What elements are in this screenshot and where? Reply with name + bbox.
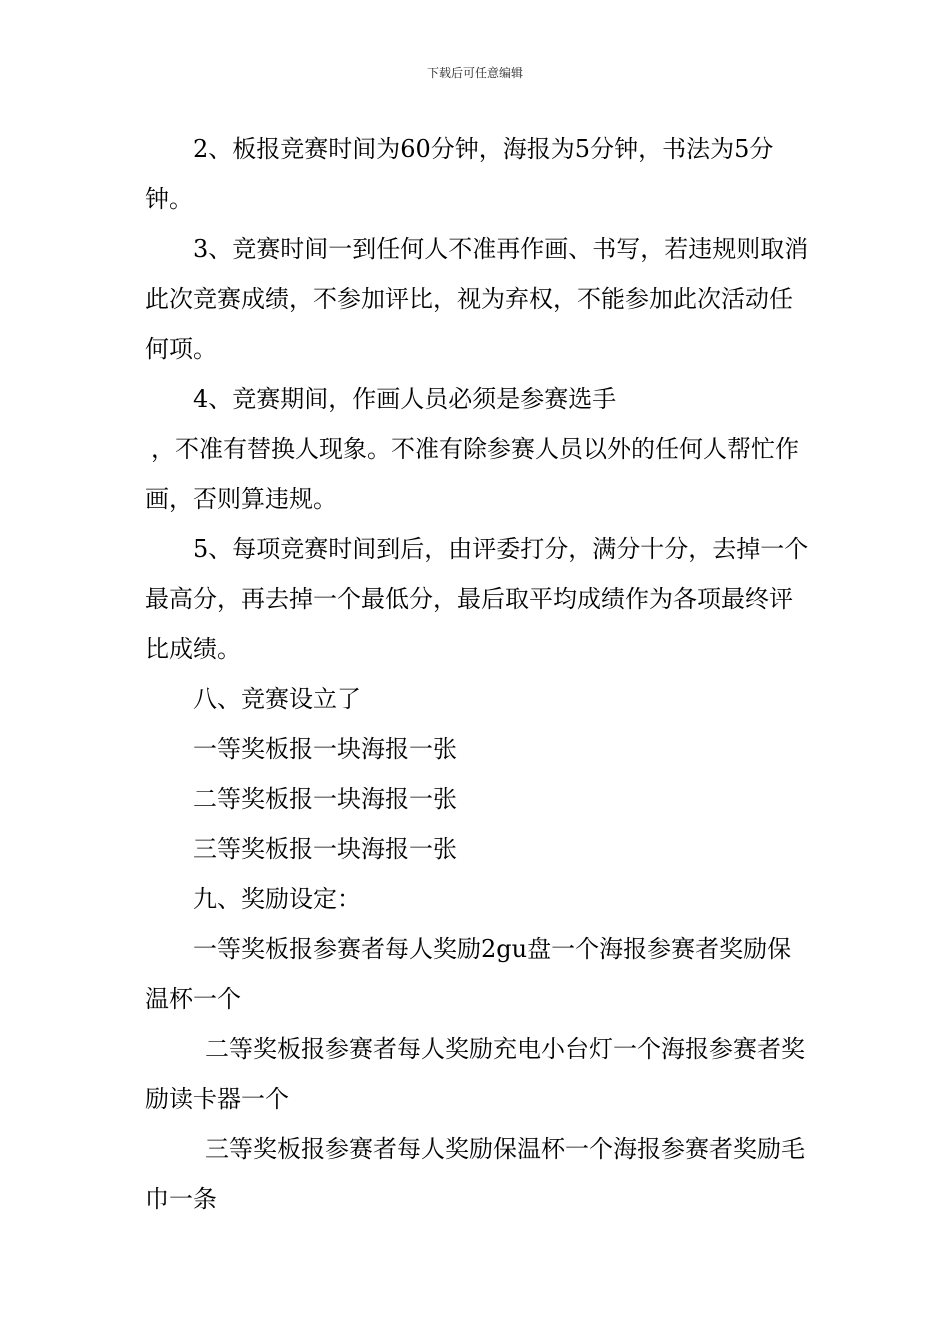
rule-paragraph-2: 2、板报竞赛时间为60分钟，海报为5分钟，书法为5分钟。	[145, 135, 774, 213]
reward-third-prize: 三等奖板报参赛者每人奖励保温杯一个海报参赛者奖励毛巾一条	[145, 1135, 805, 1213]
reward-first-prize: 一等奖板报参赛者每人奖励2gu盘一个海报参赛者奖励保温杯一个	[145, 935, 792, 1013]
award-second-prize: 二等奖板报一块海报一张	[193, 785, 457, 813]
award-first-prize: 一等奖板报一块海报一张	[193, 735, 457, 763]
rule-paragraph-5: 5、每项竞赛时间到后，由评委打分，满分十分，去掉一个最高分，再去掉一个最低分，最后取平均成绩作为各项最终评比成绩。	[145, 535, 809, 663]
rule-paragraph-4: 4、竞赛期间，作画人员必须是参赛选手	[193, 385, 617, 413]
document-body	[145, 124, 810, 1224]
rule-paragraph-3: 3、竞赛时间一到任何人不准再作画、书写，若违规则取消此次竞赛成绩，不参加评比，视为弃权，不能参加此次活动任何项。	[145, 235, 809, 363]
section-heading-awards: 八、竞赛设立了	[193, 685, 361, 713]
award-third-prize: 三等奖板报一块海报一张	[193, 835, 457, 863]
rule-paragraph-4-continued: ，不准有替换人现象。不准有除参赛人员以外的任何人帮忙作画，否则算违规。	[145, 435, 799, 513]
reward-second-prize: 二等奖板报参赛者每人奖励充电小台灯一个海报参赛者奖励读卡器一个	[145, 1035, 805, 1113]
page-header-note: 下载后可任意编辑	[426, 66, 523, 80]
section-heading-rewards: 九、奖励设定：	[193, 885, 361, 913]
